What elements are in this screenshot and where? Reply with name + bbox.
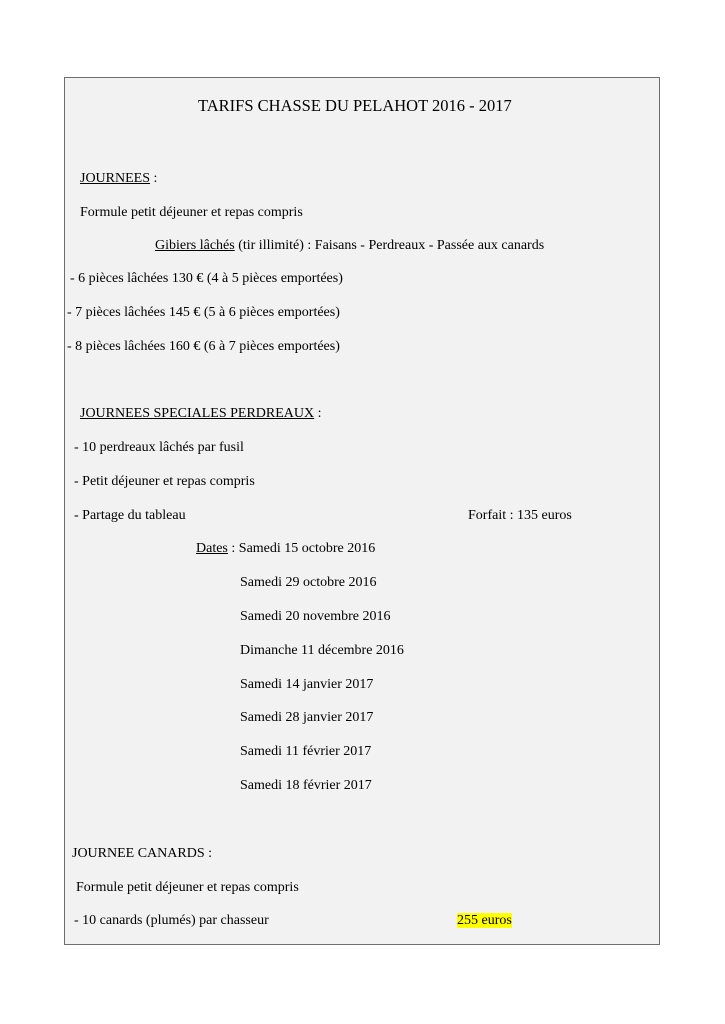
speciales-heading-label: JOURNEES SPECIALES PERDREAUX [80, 406, 315, 421]
journees-game-line [155, 238, 544, 254]
canards-item: - 10 canards (plumés) par chasseur [74, 913, 269, 928]
journees-heading-suffix: : [150, 171, 158, 186]
canards-price-highlight: 255 euros [457, 913, 512, 928]
date-item: Dimanche 11 décembre 2016 [240, 643, 404, 658]
offer-item: - 6 pièces lâchées 130 € (4 à 5 pièces emportées) [70, 271, 343, 286]
date-item: Samedi 29 octobre 2016 [240, 575, 377, 590]
date-item: Samedi 28 janvier 2017 [240, 710, 374, 725]
journees-heading [80, 171, 157, 187]
speciales-heading-suffix: : [314, 406, 322, 421]
page-title: TARIFS CHASSE DU PELAHOT 2016 - 2017 [198, 96, 512, 115]
offer-item: - 8 pièces lâchées 160 € (6 à 7 pièces emportées) [67, 339, 340, 354]
game-label: Gibiers lâchés [155, 238, 235, 253]
speciales-item: - Petit déjeuner et repas compris [74, 474, 255, 489]
canards-price [457, 913, 512, 929]
speciales-heading [80, 406, 322, 422]
speciales-item: - 10 perdreaux lâchés par fusil [74, 440, 244, 455]
canards-heading: JOURNEE CANARDS : [72, 846, 213, 861]
date-item: Samedi 11 février 2017 [240, 744, 372, 759]
canards-formula: Formule petit déjeuner et repas compris [76, 880, 299, 895]
speciales-item: - Partage du tableau [74, 508, 186, 523]
journees-heading-label: JOURNEES [80, 171, 151, 186]
dates-line [196, 541, 375, 557]
date-item: Samedi 15 octobre 2016 [238, 541, 376, 556]
forfait-price: Forfait : 135 euros [468, 508, 572, 523]
date-item: Samedi 14 janvier 2017 [240, 677, 374, 692]
game-desc: (tir illimité) : Faisans - Perdreaux - Passée aux canards [234, 238, 545, 253]
date-item: Samedi 18 février 2017 [240, 778, 372, 793]
dates-sep: : [227, 541, 239, 556]
journees-formula: Formule petit déjeuner et repas compris [80, 205, 303, 220]
date-item: Samedi 20 novembre 2016 [240, 609, 391, 624]
dates-label: Dates [196, 541, 228, 556]
offer-item: - 7 pièces lâchées 145 € (5 à 6 pièces emportées) [67, 305, 340, 320]
